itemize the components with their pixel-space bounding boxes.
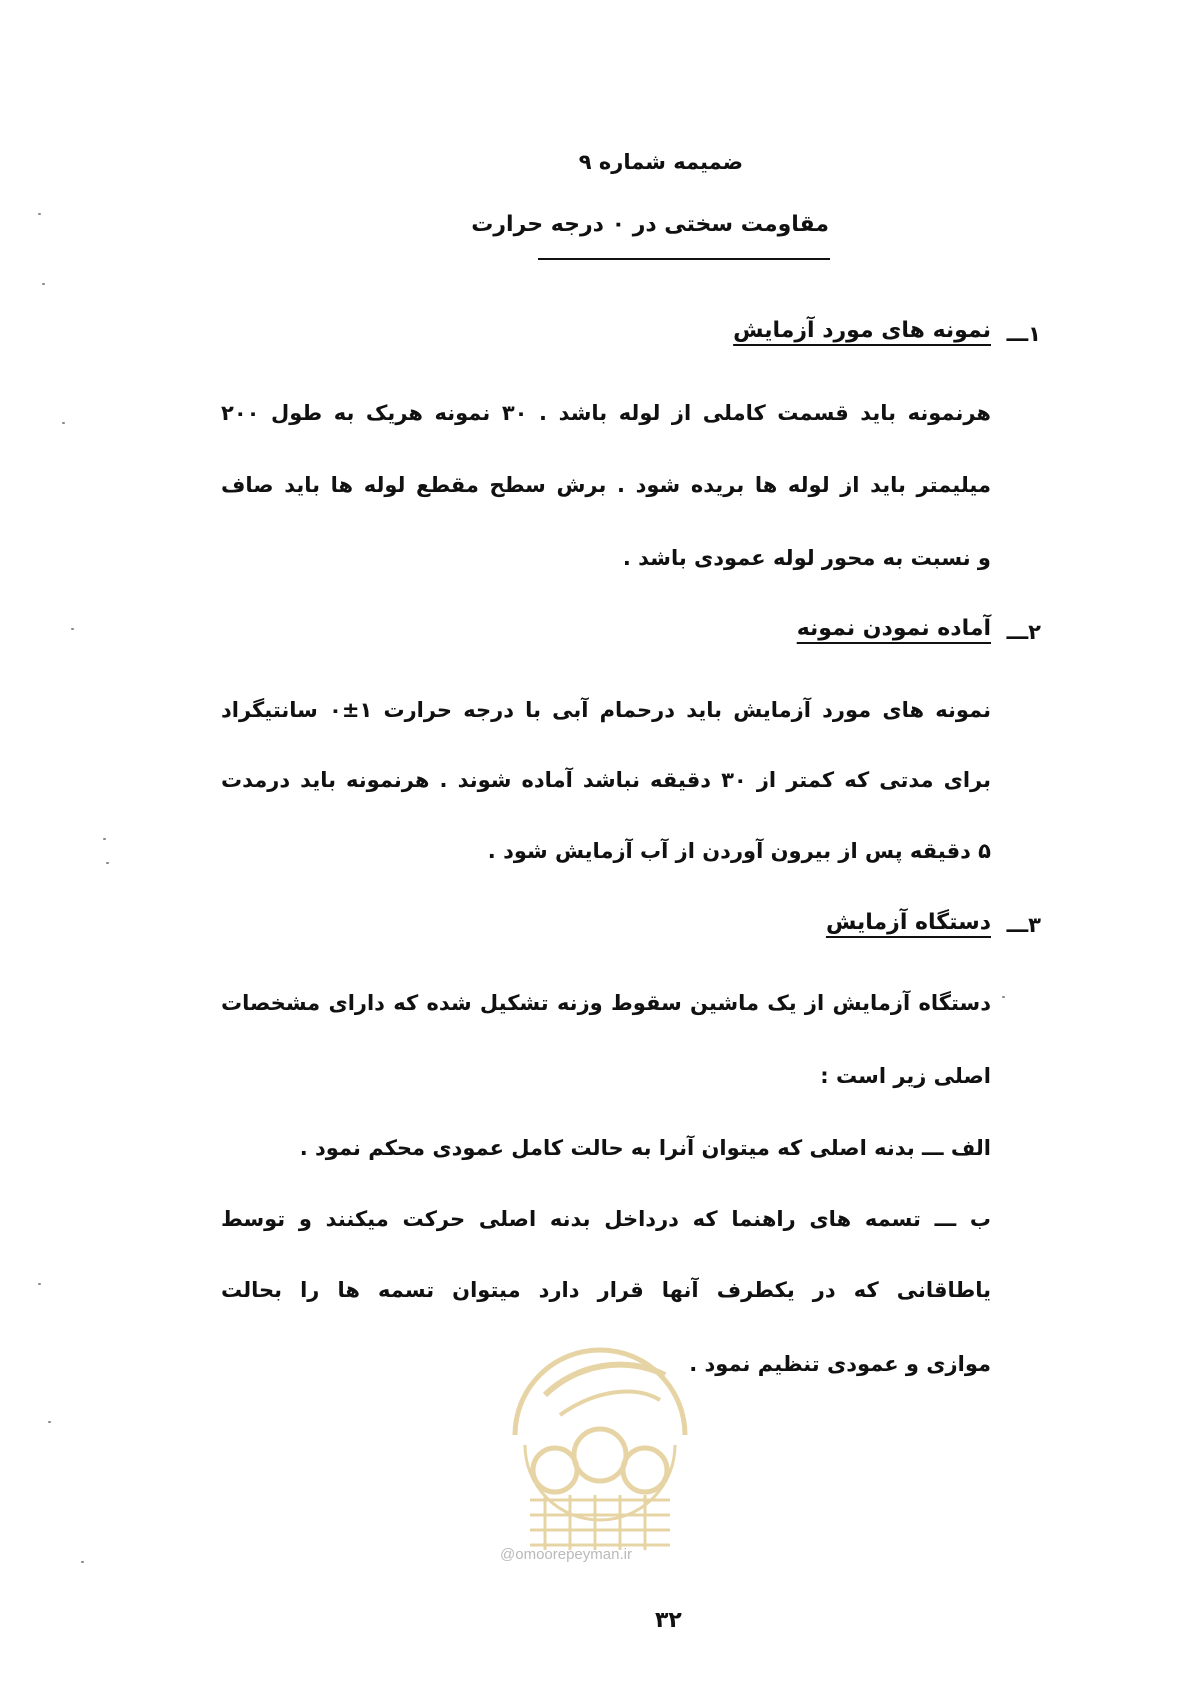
section-3-line-1: دستگاه آزمایش از یک ماشین سقوط وزنه تشکیل شده که دارای مشخصات [221, 991, 991, 1015]
section-3-line-6: موازی و عمودی تنظیم نمود . [689, 1352, 991, 1376]
scan-speck [81, 1561, 84, 1563]
scan-speck [71, 628, 74, 630]
scan-speck [103, 838, 106, 840]
scan-speck [106, 862, 109, 864]
section-3-line-5: یاطاقانی که در یکطرف آنها قرار دارد میتوان تسمه ها را بحالت [221, 1278, 991, 1302]
section-2-heading: آماده نمودن نمونه [796, 616, 991, 641]
scan-speck [1002, 996, 1005, 998]
section-1-line-3: و نسبت به محور لوله عمودی باشد . [622, 546, 991, 570]
section-1-heading: نمونه های مورد آزمایش [733, 318, 991, 343]
section-3-heading: دستگاه آزمایش [825, 910, 991, 935]
section-3-line-3: الف ـــ بدنه اصلی که میتوان آنرا به حالت کامل عمودی محکم نمود . [299, 1136, 991, 1160]
appendix-label: ضمیمه شماره ۹ [578, 150, 743, 174]
watermark-stamp-logo [485, 1305, 715, 1565]
scan-speck [42, 283, 45, 285]
section-1-line-2: میلیمتر باید از لوله ها بریده شود . برش سطح مقطع لوله ها باید صاف [221, 473, 991, 497]
section-1-number: ۱ـــ [1006, 322, 1041, 346]
scan-speck [38, 213, 41, 215]
section-3-number: ۳ـــ [1006, 913, 1041, 937]
page-number: ۳۲ [655, 1608, 682, 1633]
document-title: مقاومت سختی در ۰ درجه حرارت [471, 212, 829, 237]
section-2-line-3: ۵ دقیقه پس از بیرون آوردن از آب آزمایش شود . [487, 839, 991, 863]
section-2-line-2: برای مدتی که کمتر از ۳۰ دقیقه نباشد آماده شوند . هرنمونه باید درمدت [221, 768, 992, 792]
scan-speck [62, 422, 65, 424]
section-2-number: ۲ـــ [1006, 620, 1041, 644]
section-2-line-1: نمونه های مورد آزمایش باید درحمام آبی با درجه حرارت ۱±۰ سانتیگراد [221, 698, 991, 722]
scan-speck [48, 1421, 51, 1423]
scan-speck [38, 1283, 41, 1285]
section-3-line-2: اصلی زیر است : [820, 1064, 991, 1088]
section-3-line-4: ب ـــ تسمه های راهنما که درداخل بدنه اصلی حرکت میکنند و توسط [221, 1207, 991, 1231]
title-underline [538, 258, 830, 260]
watermark-website: @omoorepeyman.ir [500, 1546, 632, 1563]
section-1-line-1: هرنمونه باید قسمت کاملی از لوله باشد . ۳۰ نمونه هریک به طول ۲۰۰ [221, 401, 991, 425]
